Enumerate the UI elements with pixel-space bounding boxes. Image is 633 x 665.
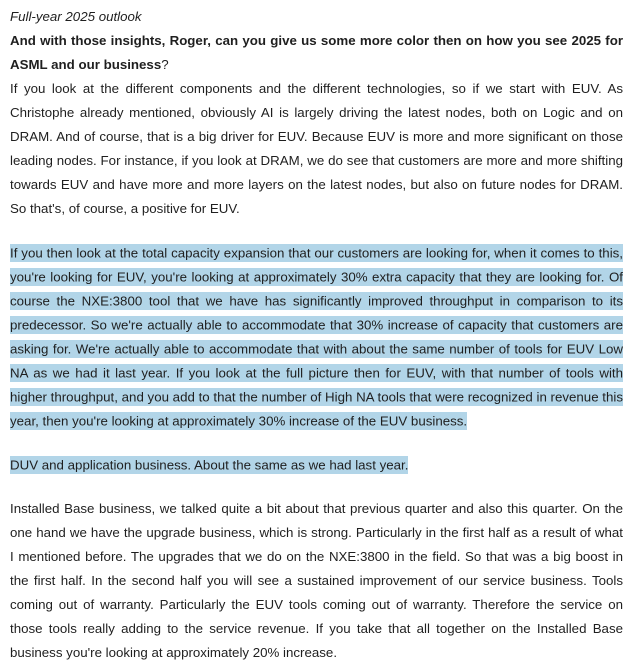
highlighted-selection-capacity: If you then look at the total capacity expansion that our customers are looking for, when it comes to this, you're looking for EUV, you're looking at approximately 30% extra capacity that they are looking for. Of course the NXE:3800 tool that we have has significantly improved throughput in comparison to its predecessor. So we're actually able to accommodate that 30% increase of capacity that customers are asking for. We're actually able to accommodate that with about the same number of tools for EUV Low NA as we had it last year. If you look at the full picture then for EUV, with that number of tools with higher throughput, and you add to that the number of High NA tools that were recognized in revenue this year, then you're looking at approximately 30% increase of the EUV business. xyxy=(10,245,623,428)
paragraph-capacity-expansion xyxy=(10,241,623,433)
paragraph-duv-business xyxy=(10,453,623,477)
interview-question xyxy=(10,29,623,77)
paragraph-installed-base: Installed Base business, we talked quite a bit about that previous quarter and also this quarter. On the one hand we have the upgrade business, which is strong. Particularly in the first half as a result of what I mentioned before. The upgrades that we do on the NXE:3800 in the field. So that was a big boost in the first half. In the second half you will see a sustained improvement of our service business. Tools coming out of warranty. Particularly the EUV tools coming out of warranty. Therefore the service on those tools really adding to the service revenue. If you take that all together on the Installed Base business you're looking at approximately 20% increase. xyxy=(10,501,623,660)
interview-question-mark: ? xyxy=(161,57,169,72)
highlighted-selection-duv: DUV and application business. About the same as we had last year. xyxy=(10,457,409,472)
section-heading: Full-year 2025 outlook xyxy=(10,9,142,24)
interview-question-bold-text: And with those insights, Roger, can you give us some more color then on how you see 2025 for ASML and our business xyxy=(10,33,623,72)
paragraph-euv-outlook: If you look at the different components and the different technologies, so if we start with EUV. As Christophe already mentioned, obviously AI is largely driving the latest nodes, both on Logic and on DRAM. And of course, that is a big driver for EUV. Because EUV is more and more significant on those leading nodes. For instance, if you look at DRAM, we do see that customers are more and more shifting towards EUV and have more and more layers on the latest nodes, but also on future nodes for DRAM. So that's, of course, a positive for EUV. xyxy=(10,81,623,216)
